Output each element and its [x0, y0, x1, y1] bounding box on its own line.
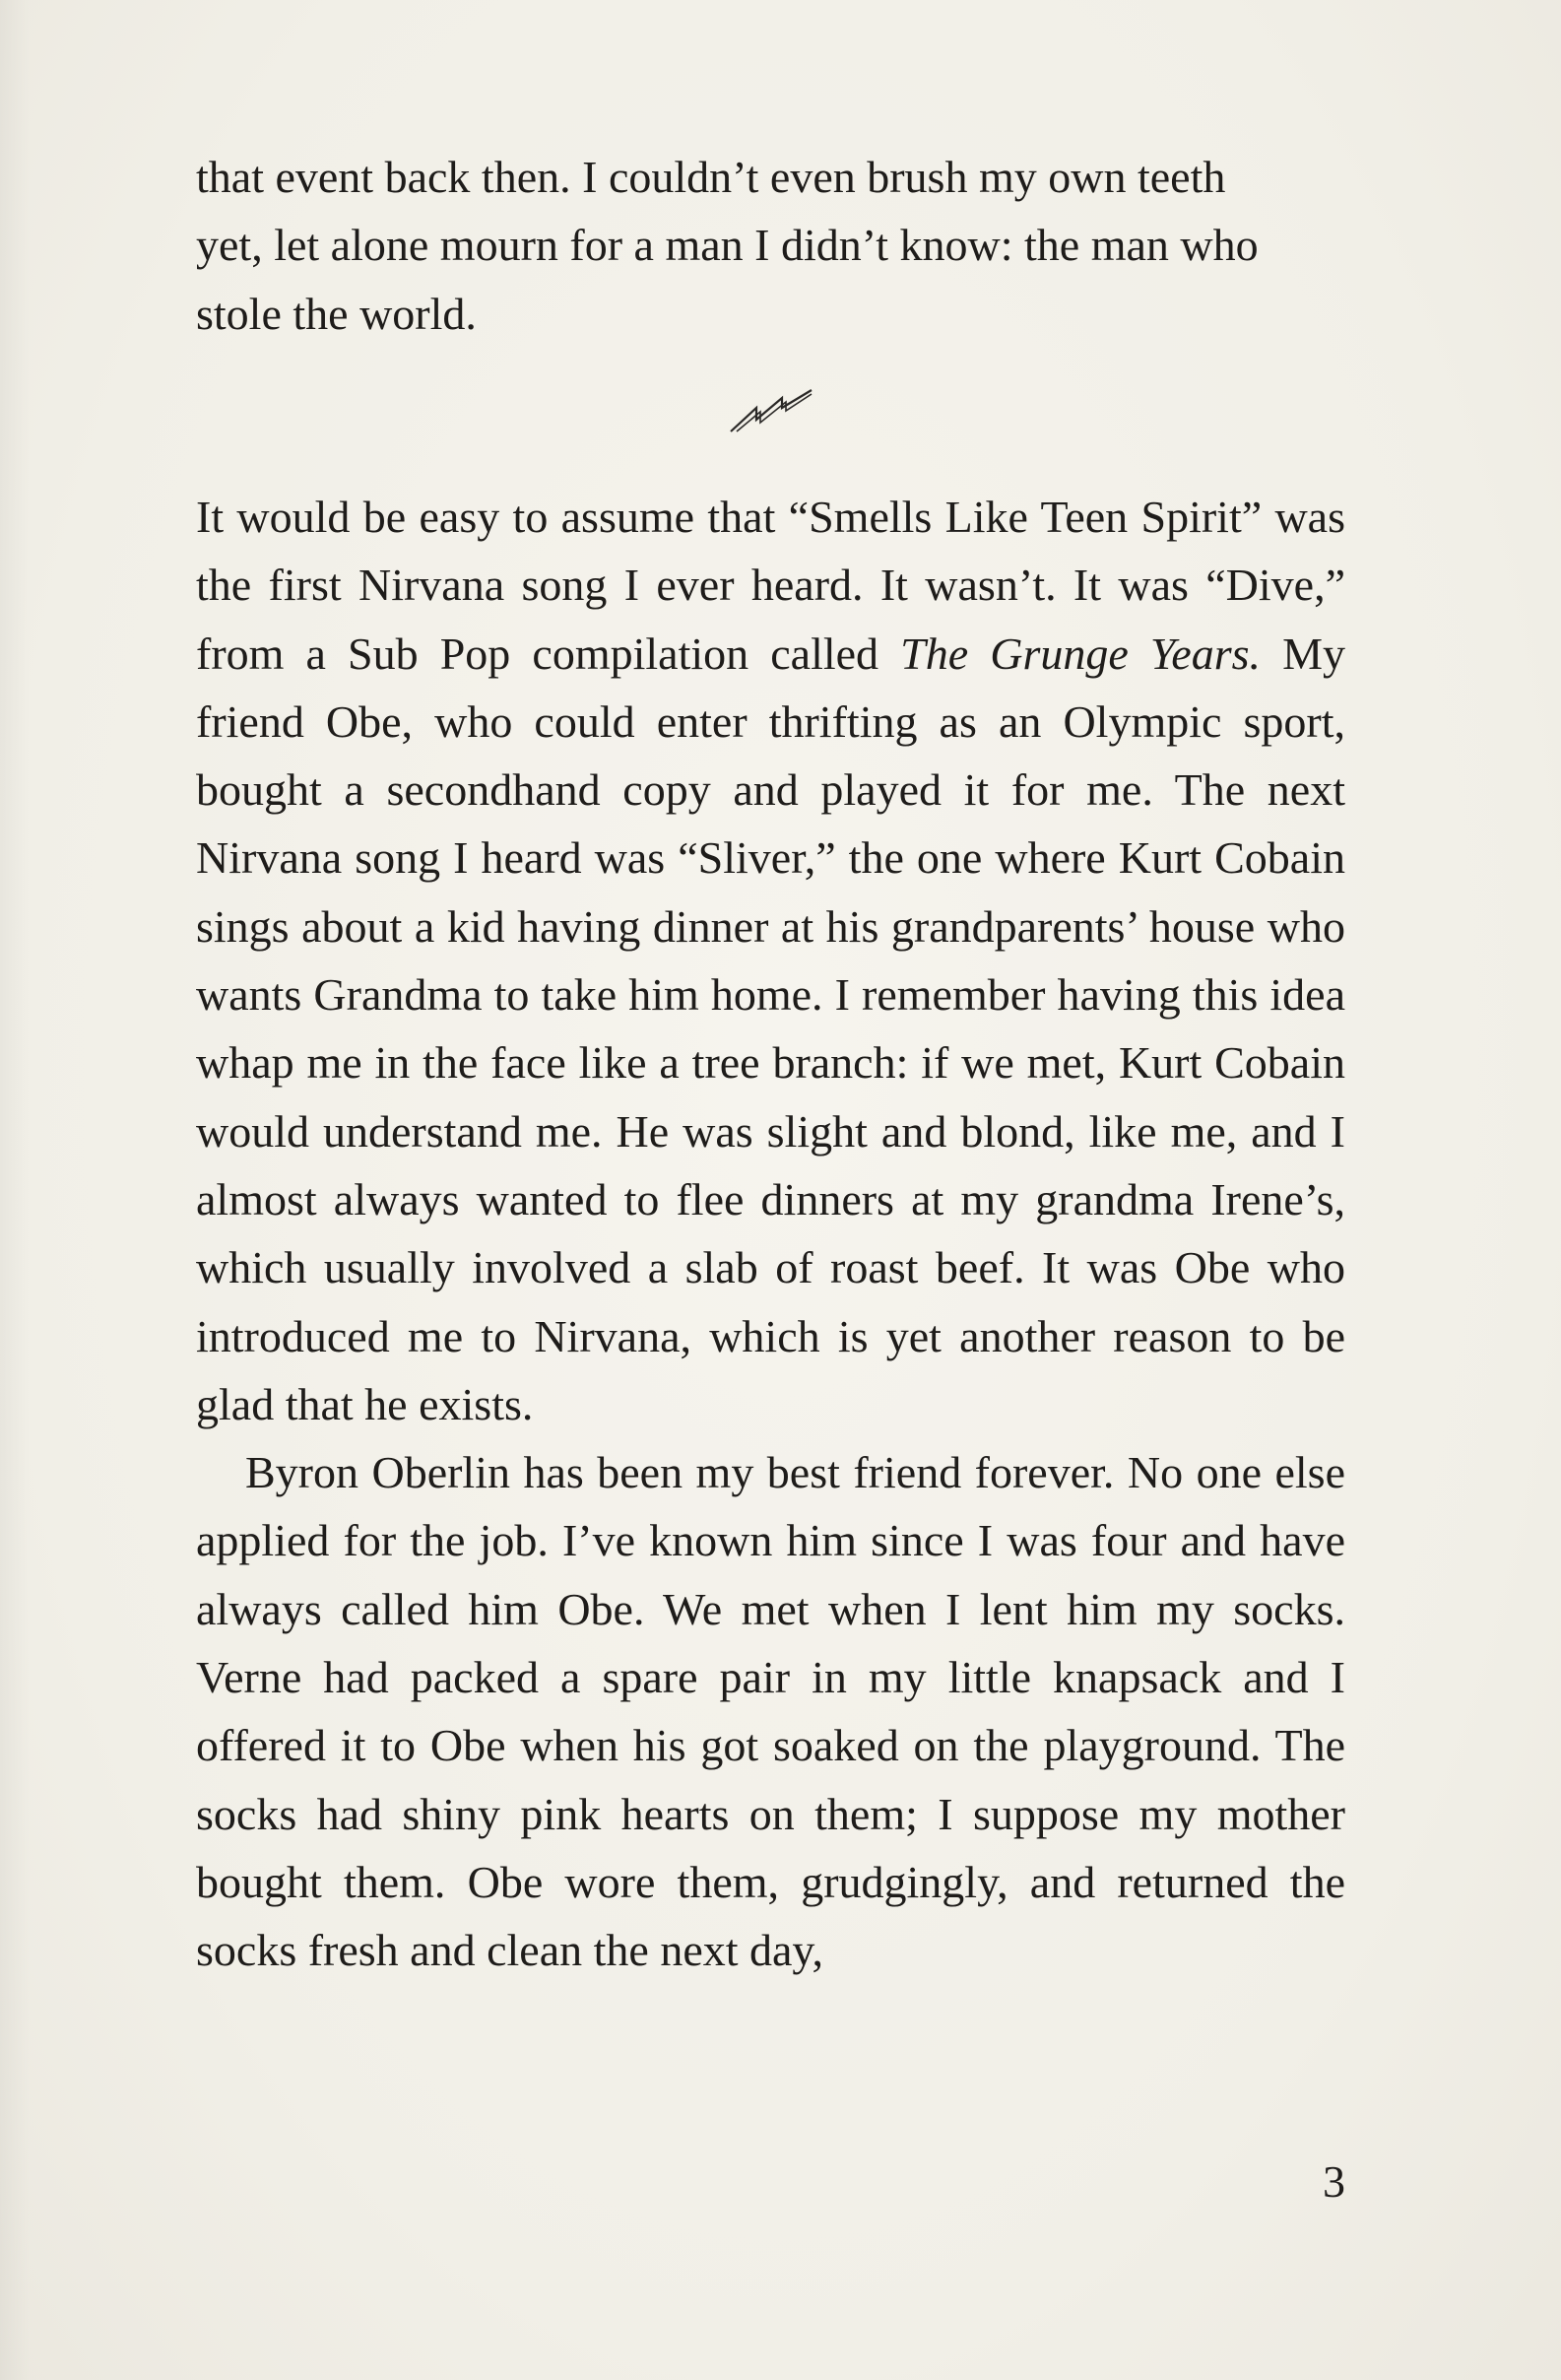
- main-text: [196, 483, 1345, 1985]
- continuation-line-1: that event back then. I couldn’t even brush my own teeth: [196, 152, 1226, 202]
- lightning-bolt-icon: [727, 386, 815, 435]
- continuation-line-2: yet, let alone mourn for a man I didn’t know: the man who: [196, 220, 1259, 271]
- album-title: The Grunge Years.: [900, 628, 1261, 679]
- gutter-shadow: [0, 0, 30, 2380]
- paragraph-1-part-1: It would be easy to assume that “Smells Like Teen Spirit” was the first Nirvana song I ever heard. It wasn’t. It was “Dive,” from a Sub Pop compilation called: [196, 492, 1345, 679]
- paragraph-nirvana: [196, 483, 1345, 1438]
- continuation-paragraph: [196, 143, 1345, 348]
- paragraph-byron: Byron Oberlin has been my best friend forever. No one else applied for the job. I’ve known him since I was four and have always called him Obe. We met when I lent him my socks. Verne had packed a spare pair in my little knapsack and I offered it to Obe when his got soaked on the playground. The socks had shiny pink hearts on them; I suppose my mother bought them. Obe wore them, grudgingly, and returned the socks fresh and clean the next day,: [196, 1447, 1345, 1976]
- page-number: 3: [1323, 2156, 1345, 2207]
- paragraph-1-part-2: My friend Obe, who could enter thrifting as an Olympic sport, bought a secondhand copy and played it for me. The next Nirvana song I heard was “Sliver,” the one where Kurt Cobain sings about a kid having dinner at his grandparents’ house who wants Grandma to take him home. I remember having this idea whap me in the face like a tree branch: if we met, Kurt Cobain would understand me. He was slight and blond, like me, and I almost always wanted to flee dinners at my grandma Irene’s, which usually involved a slab of roast beef. It was Obe who introduced me to Nirvana, which is yet another reason to be glad that he exists.: [196, 628, 1346, 1429]
- continuation-line-3: stole the world.: [196, 288, 477, 339]
- continuation-text: [196, 143, 1345, 348]
